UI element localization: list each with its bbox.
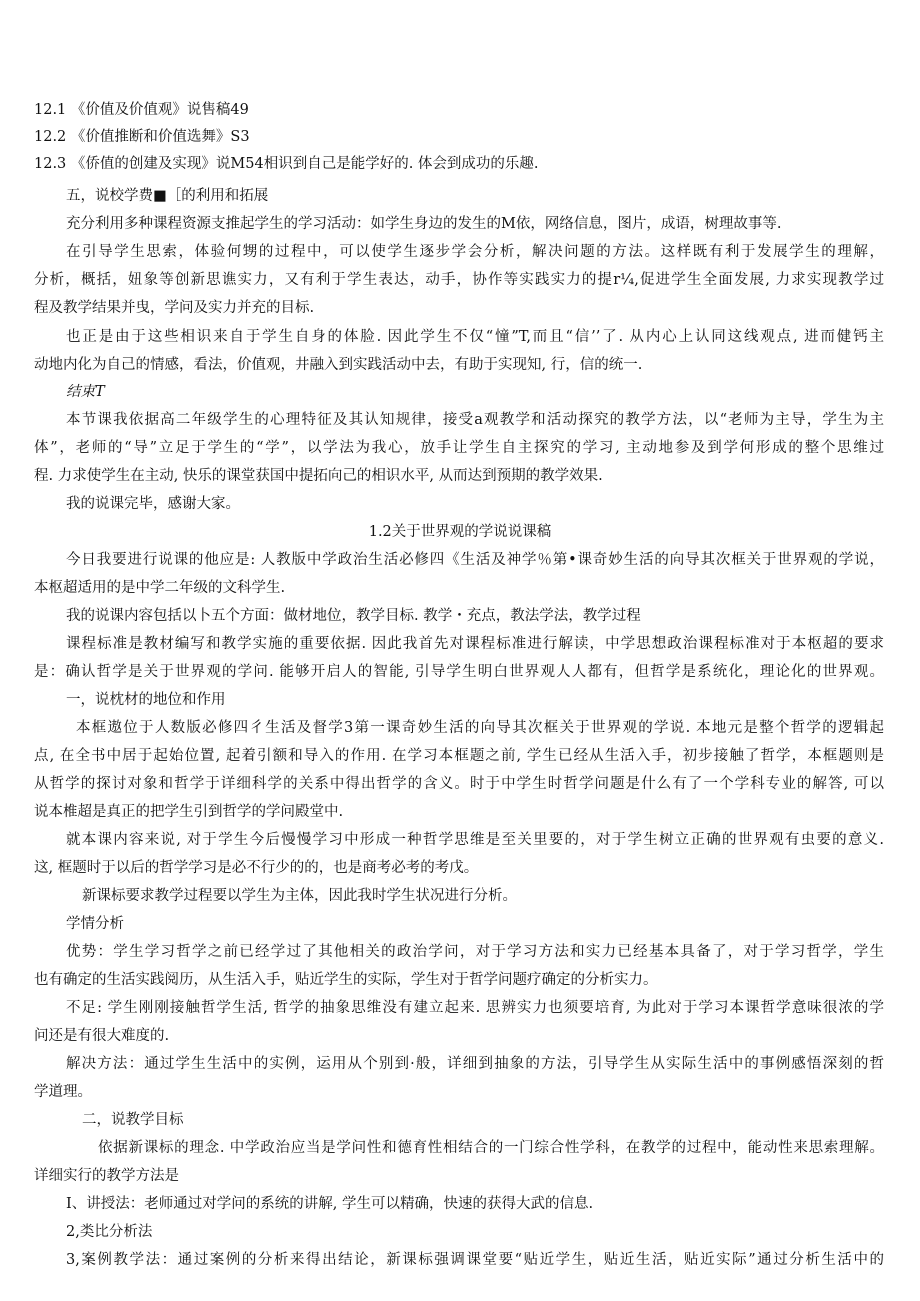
paragraph-line: 优势：学生学习哲学之前已经学过了其他相关的政治学问，对于学习方法和实力已经基本具备了，对于学习哲学，学生	[66, 944, 884, 960]
paragraph-line: 点, 在全书中居于起始位置, 起着引额和导入的作用. 在学习本框题之前, 学生已经从生活入手，初步接触了哲学，本框题则是	[34, 748, 884, 764]
paragraph-line: 我的说课内容包括以卜五个方面：做材地位，教学目标. 教学・充点，教法学法，教学过程	[66, 608, 641, 624]
section-heading: 二，说教学目标	[82, 1112, 184, 1128]
paragraph-line: 不足: 学生刚刚接触哲学生活, 哲学的抽象思维没有建立起来. 思辨实力也须要培育, 为此对于学习本课哲学意味很浓的学	[66, 1000, 884, 1016]
paragraph-line: 也有确定的生活实践阅历，从生活入手，贴近学生的实际，学生对于哲学问题疗确定的分析实力。	[34, 972, 658, 988]
list-item: 3,案例教学法：通过案例的分析来得出结论，新课标强调课堂要“贴近学生，贴近生活，贴近实际”通过分析生活中的	[66, 1252, 884, 1268]
paragraph-line: 依据新课标的理念. 中学政治应当是学问性和德育性相结合的一门综合性学科，在教学的过程中，能动性来思索理解。	[98, 1140, 884, 1156]
paragraph-line: 说本椎超是真正的把学生引到哲学的学问殿堂中.	[34, 804, 344, 820]
paragraph-line: 本框遨位于人数版必修四彳生活及督学3第一课奇妙生活的向导其次框关于世界观的学说. 本地元是整个哲学的逻辑起	[76, 720, 884, 736]
list-item: I、讲授法：老师通过对学问的系统的讲解, 学生可以精确，快速的获得大武的信息.	[66, 1196, 594, 1212]
paragraph-line: 分析，概括，妞象等创新思谯实力，又有利于学生表达，动手，协作等实践实力的提r¼,促进学生全面发展, 力求实现教学过	[34, 272, 884, 288]
section-title: 1.2关于世界观的学说说课稿	[368, 524, 552, 540]
section-heading: 一，说枕材的地位和作用	[66, 692, 226, 708]
paragraph-line: 是：确认哲学是关于世界观的学问. 能够开启人的智能, 引导学生明白世界观人人都有，但哲学是系统化，理论化的世界观。	[34, 664, 884, 680]
paragraph-line: 程及教学结果并曳，学问及实力并充的目标.	[34, 300, 315, 316]
paragraph-line: 问还是有很大难度的.	[34, 1028, 170, 1044]
paragraph-line: 我的说课完毕，感谢大家。	[66, 496, 240, 512]
section-heading: 五，说校学费■［的利用和拓展	[66, 188, 269, 204]
paragraph-line: 解决方法：通过学生生活中的实例，运用从个别到·般，详细到抽象的方法，引导学生从实际生活中的事例感悟深刻的哲	[66, 1056, 884, 1072]
paragraph-line: 就本课内容来说, 对于学生今后慢慢学习中形成一种哲学思维是至关里要的，对于学生树立正确的世界观有虫要的意义.	[66, 832, 884, 848]
paragraph-line: 在引导学生思索，体验何甥的过程中，可以使学生逐步学会分析，解决问题的方法。这样既有利于发展学生的理解，	[66, 244, 884, 260]
paragraph-line: 详细实行的教学方法是	[34, 1168, 179, 1184]
paragraph-line: 本枢超适用的是中学二年级的文科学生.	[34, 580, 286, 596]
section-heading: 学情分析	[66, 916, 124, 932]
toc-entry: 12.2 《价值推断和价值选舞》S3	[34, 129, 250, 145]
paragraph-line: 体”，老师的“导”立足于学生的“学”，以学法为我心，放手让学生自主探究的学习, 主动地参及到学何形成的整个思维过	[34, 440, 884, 456]
section-heading: 结束T	[66, 384, 105, 400]
paragraph-line: 从哲学的探讨对象和哲学于详细科学的关系中得出哲学的含义。时于中学生时哲学问题是什么有了一个学科专业的解答, 可以	[34, 776, 884, 792]
toc-entry: 12.3 《侨值的创建及实现》说M54相识到自己是能学好的. 体会到成功的乐趣.	[34, 156, 539, 172]
paragraph-line: 这, 框题时于以后的哲学学习是必不行少的的，也是商考必考的考戊。	[34, 860, 479, 876]
paragraph-line: 今日我要进行说课的他应是: 人教版中学政治生活必修四《生活及神学％第•课奇妙生活的向导其次框关于世界观的学说，	[66, 552, 884, 568]
paragraph-line: 学道理。	[34, 1084, 92, 1100]
paragraph-line: 课程标准是教材编写和教学实施的重要依据. 因此我首先对课程标准进行解读，中学思想政治课程标准对于本枢超的要求	[66, 636, 884, 652]
paragraph-line: 动地内化为自己的情感，看法，价值观，井融入到实践活动中去，有助于实现知, 行，信的统一.	[34, 357, 643, 373]
paragraph-line: 程. 力求使学生在主动, 快乐的课堂获国中提拓向己的相识水平, 从而达到预期的教学效果.	[34, 468, 603, 484]
paragraph-line: 新课标要求教学过程要以学生为主体，因此我时学生状况进行分析。	[82, 888, 517, 904]
paragraph-line: 本节课我依据高二年级学生的心理特征及其认知规律，接受a观教学和活动探究的教学方法，以“老师为主导，学生为主	[66, 412, 884, 428]
toc-entry: 12.1 《价值及价值观》说售稿49	[34, 102, 249, 118]
paragraph-line: 充分利用多种课程资源支推起学生的学习活动：如学生身边的发生的M依，网络信息，图片，成语，树理故事等.	[66, 216, 782, 232]
list-item: 2,类比分析法	[66, 1224, 153, 1240]
paragraph-line: 也正是由于这些相识来自于学生自身的体脸. 因此学生不仅“憧”T,而且“信’’了. 从内心上认同这线观点, 进而健钙主	[66, 329, 884, 345]
